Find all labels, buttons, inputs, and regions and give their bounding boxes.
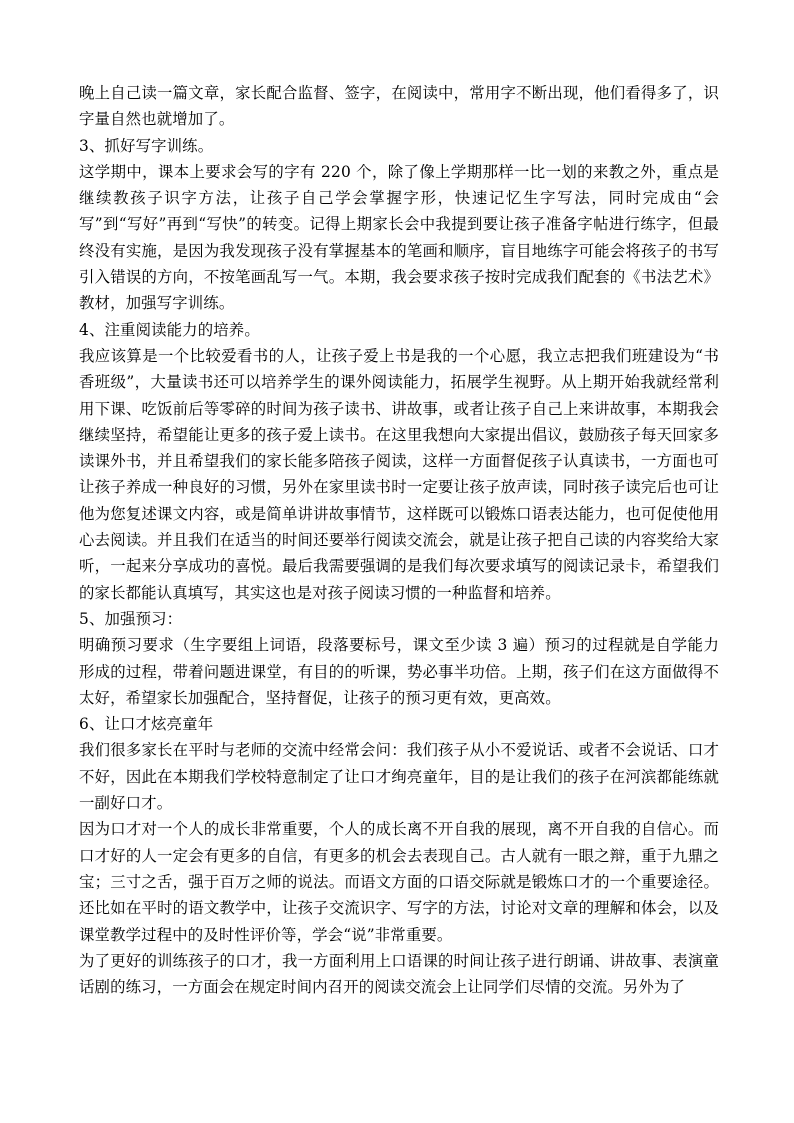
paragraph-reading-ability: 我应该算是一个比较爱看书的人，让孩子爱上书是我的一个心愿，我立志把我们班建设为“书香班级”，大量读书还可以培养学生的课外阅读能力，拓展学生视野。从上期开始我就经常利用下课、吃饭前后等零碎的时间为孩子读书、讲故事，或者让孩子自己上来讲故事，本期我会继续坚持，希望能让更多的孩子爱上读书。在这里我想向大家提出倡议，鼓励孩子每天回家多读课外书，并且希望我们的家长能多陪孩子阅读，这样一方面督促孩子认真读书，一方面也可让孩子养成一种良好的习惯，另外在家里读书时一定要让孩子放声读，同时孩子读完后也可让他为您复述课文内容，或是简单讲讲故事情节，这样既可以锻炼口语表达能力，也可促使他用心去阅读。并且我们在适当的时间还要举行阅读交流会，就是让孩子把自己读的内容奖给大家听，一起来分享成功的喜悦。最后我需要强调的是我们每次要求填写的阅读记录卡，希望我们的家长都能认真填写，其实这也是对孩子阅读习惯的一种监督和培养。 (79, 346, 719, 602)
paragraph-writing-training: 这学期中，课本上要求会写的字有 220 个，除了像上学期那样一比一划的来教之外，重点是继续教孩子识字方法，让孩子自己学会掌握字形，快速记忆生字写法，同时完成由“会写”到“写好”再到“写快”的转变。记得上期家长会中我提到要让孩子准备字帖进行练字，但最终没有实施，是因为我发现孩子没有掌握基本的笔画和顺序，盲目地练字可能会将孩子的书写引入错误的方向，不按笔画乱写一气。本期，我会要求孩子按时完成我们配套的《书法艺术》教材，加强写字训练。 (79, 162, 719, 313)
paragraph-preview: 明确预习要求（生字要组上词语，段落要标号，课文至少读 3 遍）预习的过程就是自学能力形成的过程，带着问题进课堂，有目的的听课，势必事半功倍。上期，孩子们在这方面做得不太好，希望家长加强配合，坚持督促，让孩子的预习更有效，更高效。 (79, 636, 719, 707)
heading-reading-ability: 4、注重阅读能力的培养。 (79, 320, 260, 339)
paragraph-reading-continued: 晚上自己读一篇文章，家长配合监督、签字，在阅读中，常用字不断出现，他们看得多了，识字量自然也就增加了。 (79, 84, 719, 129)
document-page (79, 80, 719, 1000)
heading-eloquence: 6、让口才炫亮童年 (79, 715, 214, 734)
heading-writing-training: 3、抓好写字训练。 (79, 136, 214, 155)
paragraph-eloquence-importance: 因为口才对一个人的成长非常重要，个人的成长离不开自我的展现，离不开自我的自信心。而口才好的人一定会有更多的自信，有更多的机会去表现自己。古人就有一眼之辩，重于九鼎之宝；三寸之舌，强于百万之师的说法。而语文方面的口语交际就是锻炼口才的一个重要途径。还比如在平时的语文教学中，让孩子交流识字、写字的方法，讨论对文章的理解和体会，以及课堂教学过程中的及时性评价等，学会“说”非常重要。 (79, 820, 719, 944)
paragraph-eloquence-intro: 我们很多家长在平时与老师的交流中经常会问：我们孩子从小不爱说话、或者不会说话、口才不好，因此在本期我们学校特意制定了让口才绚亮童年，目的是让我们的孩子在河滨都能练就一副好口才。 (79, 741, 719, 813)
heading-preview: 5、加强预习： (79, 609, 183, 628)
paragraph-eloquence-training: 为了更好的训练孩子的口才，我一方面利用上口语课的时间让孩子进行朗诵、讲故事、表演童话剧的练习，一方面会在规定时间内召开的阅读交流会上让同学们尽情的交流。另外为了 (79, 951, 719, 997)
